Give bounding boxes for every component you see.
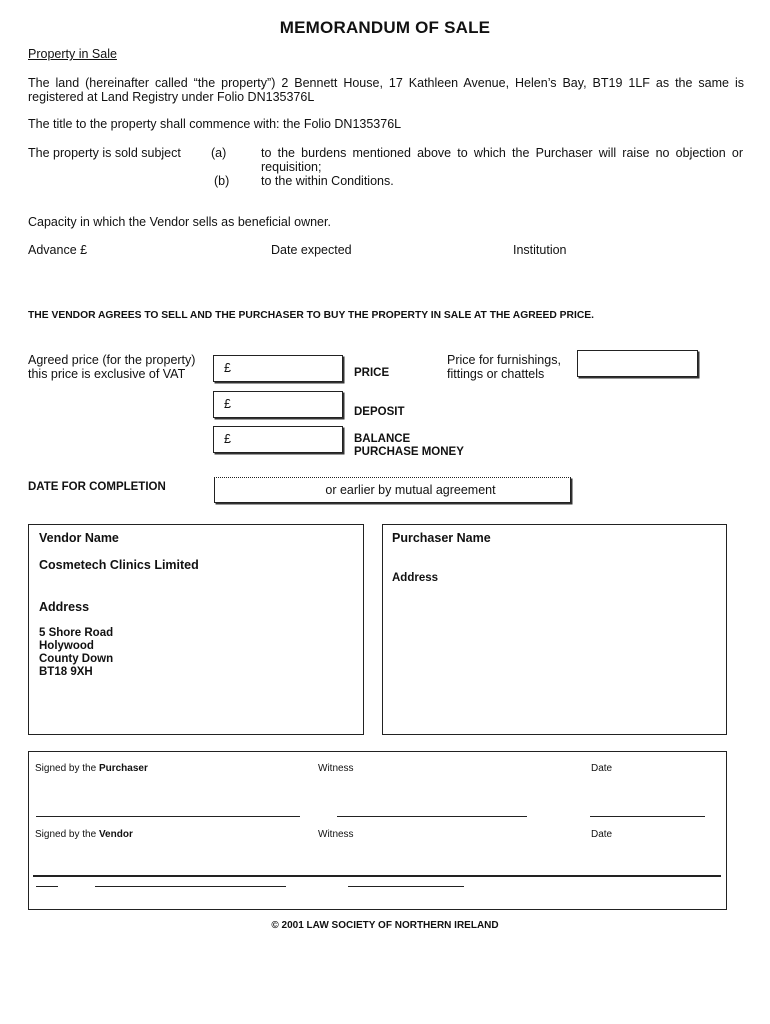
furnishings-line1: Price for furnishings, <box>447 353 561 367</box>
date-expected-label: Date expected <box>271 243 352 257</box>
sold-subject-label: The property is sold subject <box>28 146 181 160</box>
capacity-text: Capacity in which the Vendor sells as beneficial owner. <box>28 215 331 229</box>
signed-purchaser-label <box>35 763 148 774</box>
purchaser-address-heading: Address <box>392 572 439 584</box>
vendor-date-label: Date <box>591 829 613 840</box>
footer-copyright: © 2001 LAW SOCIETY OF NORTHERN IRELAND <box>271 920 499 931</box>
deposit-input[interactable] <box>213 391 343 418</box>
vendor-name[interactable]: Cosmetech Clinics Limited <box>39 558 199 572</box>
vendor-address-line: Holywood <box>39 640 94 652</box>
agreement-text: THE VENDOR AGREES TO SELL AND THE PURCHASER TO BUY THE PROPERTY IN SALE AT THE AGREED PRICE. <box>28 310 595 321</box>
vendor-address-line: County Down <box>39 653 114 665</box>
purchaser-box <box>382 524 727 735</box>
vendor-address-heading: Address <box>39 600 90 614</box>
vendor-box <box>28 524 364 735</box>
signed-vendor-role: Vendor <box>98 829 133 840</box>
purchaser-date-label: Date <box>591 763 613 774</box>
furnishings-line2: fittings or chattels <box>447 367 545 381</box>
purchaser-witness-label: Witness <box>318 763 354 774</box>
balance-pound-sign: £ <box>224 432 231 446</box>
deposit-label: DEPOSIT <box>354 406 405 418</box>
vendor-signature-rule[interactable] <box>33 875 721 877</box>
signature-box <box>28 751 727 910</box>
land-text-line1: The land (hereinafter called “the property”) 2 Bennett House, 17 Kathleen Avenue, Helen’s Bay, BT19 1LF as the same is <box>28 76 744 90</box>
vendor-witness-line[interactable] <box>95 886 286 887</box>
advance-label: Advance £ <box>28 243 88 257</box>
completion-date-input[interactable] <box>214 477 571 503</box>
vendor-address-line: 5 Shore Road <box>39 627 114 639</box>
vendor-address-line: BT18 9XH <box>39 666 93 678</box>
title-text: The title to the property shall commence with: the Folio DN135376L <box>28 117 402 131</box>
subject-a-line1: to the burdens mentioned above to which the Purchaser will raise no objection or <box>261 146 743 160</box>
institution-label: Institution <box>513 243 567 257</box>
vendor-date-line[interactable] <box>348 886 464 887</box>
vendor-signature-line[interactable] <box>36 886 58 887</box>
price-label: PRICE <box>354 367 390 379</box>
agreed-price-line2: this price is exclusive of VAT <box>28 367 186 381</box>
purchaser-witness-line[interactable] <box>337 816 527 817</box>
price-pound-sign: £ <box>224 361 231 375</box>
balance-line1: BALANCE <box>354 433 411 445</box>
signed-vendor-prefix: Signed by the <box>35 829 99 840</box>
completion-label: DATE FOR COMPLETION <box>28 481 166 493</box>
purchaser-signature-line[interactable] <box>36 816 300 817</box>
balance-line2: PURCHASE MONEY <box>354 446 464 458</box>
purchaser-heading: Purchaser Name <box>392 531 491 545</box>
subject-a-marker: (a) <box>211 146 227 160</box>
price-input[interactable] <box>213 355 343 382</box>
signed-vendor-label <box>35 829 133 840</box>
vendor-heading: Vendor Name <box>39 531 119 545</box>
agreed-price-line1: Agreed price (for the property) <box>28 353 196 367</box>
subject-b-marker: (b) <box>214 174 230 188</box>
signed-purchaser-role: Purchaser <box>98 763 148 774</box>
subject-a-line2: requisition; <box>261 160 322 174</box>
signed-purchaser-prefix: Signed by the <box>35 763 99 774</box>
completion-note: or earlier by mutual agreement <box>325 483 496 497</box>
property-heading: Property in Sale <box>28 47 117 61</box>
vendor-witness-label: Witness <box>318 829 354 840</box>
deposit-pound-sign: £ <box>224 397 231 411</box>
land-text-line2: registered at Land Registry under Folio DN135376L <box>28 90 315 104</box>
page-title: MEMORANDUM OF SALE <box>279 18 491 37</box>
balance-input[interactable] <box>213 426 343 453</box>
furnishings-price-input[interactable] <box>577 350 698 377</box>
purchaser-date-line[interactable] <box>590 816 705 817</box>
subject-b-text: to the within Conditions. <box>261 174 394 188</box>
